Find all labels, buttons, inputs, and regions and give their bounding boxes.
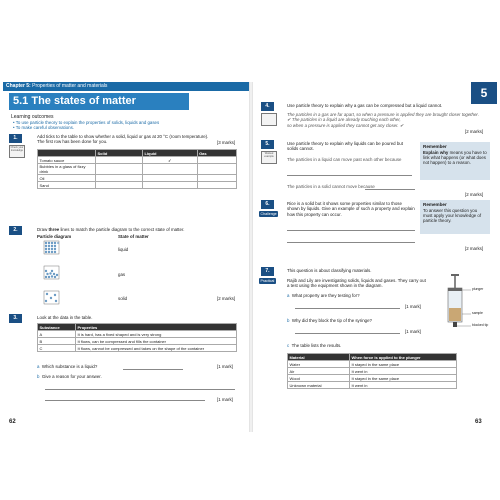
page-number-left: 62 — [9, 419, 16, 425]
question-5-number: 5. — [261, 140, 274, 149]
table-row: Air It went in — [288, 368, 457, 375]
state-liquid[interactable]: liquid — [118, 247, 129, 252]
practical-tag: Practical — [260, 279, 275, 283]
answer-line[interactable] — [287, 175, 412, 176]
table-header: Solid Liquid Gas — [38, 150, 237, 157]
question-3-text: Look at the data in the table. — [37, 315, 93, 320]
table-header: Material When force is applied to the plunger — [288, 354, 457, 361]
syringe-label-blocked-tip: blocked tip — [472, 323, 489, 327]
substance-table — [37, 323, 237, 352]
outcome-1: • To use particle theory to explain the properties of solids, liquids and gases — [13, 120, 160, 125]
question-3b-marks: [1 mark] — [217, 397, 233, 402]
question-1-text: Add ticks to the table to show whether a solid, liquid or gas at 20 °C (room temperature). The first row has been done for you. — [37, 134, 209, 145]
outcome-2: • To make careful observations. — [13, 125, 75, 130]
state-solid[interactable]: solid — [118, 296, 128, 301]
answer-line[interactable] — [123, 369, 183, 370]
liquid-particles-icon — [44, 266, 59, 279]
answer-line[interactable] — [45, 400, 205, 401]
table-row[interactable]: Oil — [38, 175, 237, 182]
question-5-answer-2: The particles in a solid cannot move because — [287, 184, 375, 189]
page-number-right: 63 — [475, 419, 482, 425]
answer-line[interactable] — [295, 333, 400, 334]
syringe-label-sample: sample — [472, 311, 483, 315]
particle-diagrams — [43, 240, 61, 308]
question-4-text: Use particle theory to explain why a gas can be compressed but a liquid cannot. — [287, 103, 443, 108]
table-header: Substance Properties — [38, 324, 237, 331]
remember-box: Remember To answer this question you must apply your knowledge of particle theory. — [420, 200, 490, 234]
answer-line[interactable] — [45, 389, 235, 390]
question-5-text: Use particle theory to explain why liquids can be poured but solids cannot. — [287, 141, 403, 152]
particle-diagram-heading: Particle diagram — [37, 234, 72, 239]
section-title: 5.1 The states of matter — [9, 93, 189, 110]
table-row: B It flows, can be compressed and fills the container — [38, 338, 237, 345]
outcomes-heading: Learning outcomes — [11, 114, 54, 120]
answer-line[interactable] — [287, 242, 415, 243]
question-5-marks: [2 marks] — [465, 192, 484, 197]
question-6-marks: [2 marks] — [465, 246, 484, 251]
question-7a: a What property are they testing for? — [287, 293, 360, 298]
results-table — [287, 353, 457, 389]
question-3b: b Give a reason for your answer. — [37, 374, 102, 379]
gas-particles-icon — [44, 291, 59, 304]
question-7c: c The table lists the results. — [287, 343, 342, 348]
question-7-number: 7. — [261, 267, 274, 276]
worked-answer-icon — [261, 113, 277, 126]
answer-line[interactable] — [295, 308, 400, 309]
chapter-bar: Chapter 5: Properties of matter and materials — [3, 82, 249, 91]
question-3-number: 3. — [9, 314, 22, 323]
question-1-marks: [3 marks] — [217, 140, 236, 145]
question-7b-marks: [1 mark] — [405, 329, 421, 334]
table-row: Water It stayed in the same place — [288, 361, 457, 368]
table-row[interactable]: Bubbles in a glass of fizzy drink — [38, 164, 237, 175]
question-7a-marks: [1 mark] — [405, 304, 421, 309]
table-row[interactable]: Tomato sauce ✓ — [38, 157, 237, 164]
question-4-marks: [2 marks] — [465, 129, 484, 134]
question-7b: b Why did they block the tip of the syringe? — [287, 318, 372, 323]
table-row[interactable]: Sand — [38, 182, 237, 189]
state-of-matter-heading: State of matter — [118, 234, 149, 239]
right-page — [253, 82, 497, 432]
solid-particles-icon — [44, 241, 59, 254]
question-1-number: 1. — [9, 134, 22, 143]
question-2-text: Draw three lines to match the particle diagram to the correct state of matter. — [37, 227, 185, 232]
table-row: Wood It stayed in the same place — [288, 375, 457, 382]
answer-line[interactable] — [365, 189, 415, 190]
challenge-tag: Challenge — [260, 212, 277, 216]
table-row: C It flows, cannot be compressed and takes on the shape of the container — [38, 345, 237, 352]
question-4-answer: The particles in a gas are far apart, so when a pressure is applied they are brought closer together. ✔ The particles in a liquid are already touching each other, so when a pressure is applied they cannot get any closer. ✔ — [287, 112, 479, 128]
state-gas[interactable]: gas — [118, 272, 126, 277]
question-7-intro: Rajib and Lily are investigating solids, liquids and gases. They carry out a test using the equipment shown in the diagram. — [287, 278, 426, 289]
answer-line[interactable] — [287, 230, 415, 231]
question-6-text: Rice is a solid but it shows some properties similar to those shown by liquids. Give an example of such a property and explain how this property can occur. — [287, 201, 415, 217]
left-page — [3, 82, 249, 432]
check-knowledge-icon: Check your knowledge — [9, 145, 25, 158]
worked-example-icon: Worked example — [261, 151, 277, 164]
question-2-number: 2. — [9, 226, 22, 235]
question-6-number: 6. — [261, 200, 274, 209]
question-4-number: 4. — [261, 102, 274, 111]
table-row: Unknown material It went in — [288, 382, 457, 389]
states-table — [37, 149, 237, 189]
table-row: A It is hard, has a fixed shaped and is very strong — [38, 331, 237, 338]
remember-box: Remember Explain why means you have to link what happens (or what does not happen) to a reason. — [420, 142, 490, 180]
question-3a: a Which substance is a liquid? — [37, 364, 98, 369]
question-3a-marks: [1 mark] — [217, 364, 233, 369]
question-7-text: This question is about classifying materials. — [287, 268, 372, 273]
question-2-marks: [2 marks] — [217, 296, 236, 301]
syringe-label-plunger: plunger — [472, 287, 484, 291]
chapter-badge: 5 — [471, 82, 497, 104]
question-5-answer-1: The particles in a liquid can move past each other because — [287, 157, 402, 162]
